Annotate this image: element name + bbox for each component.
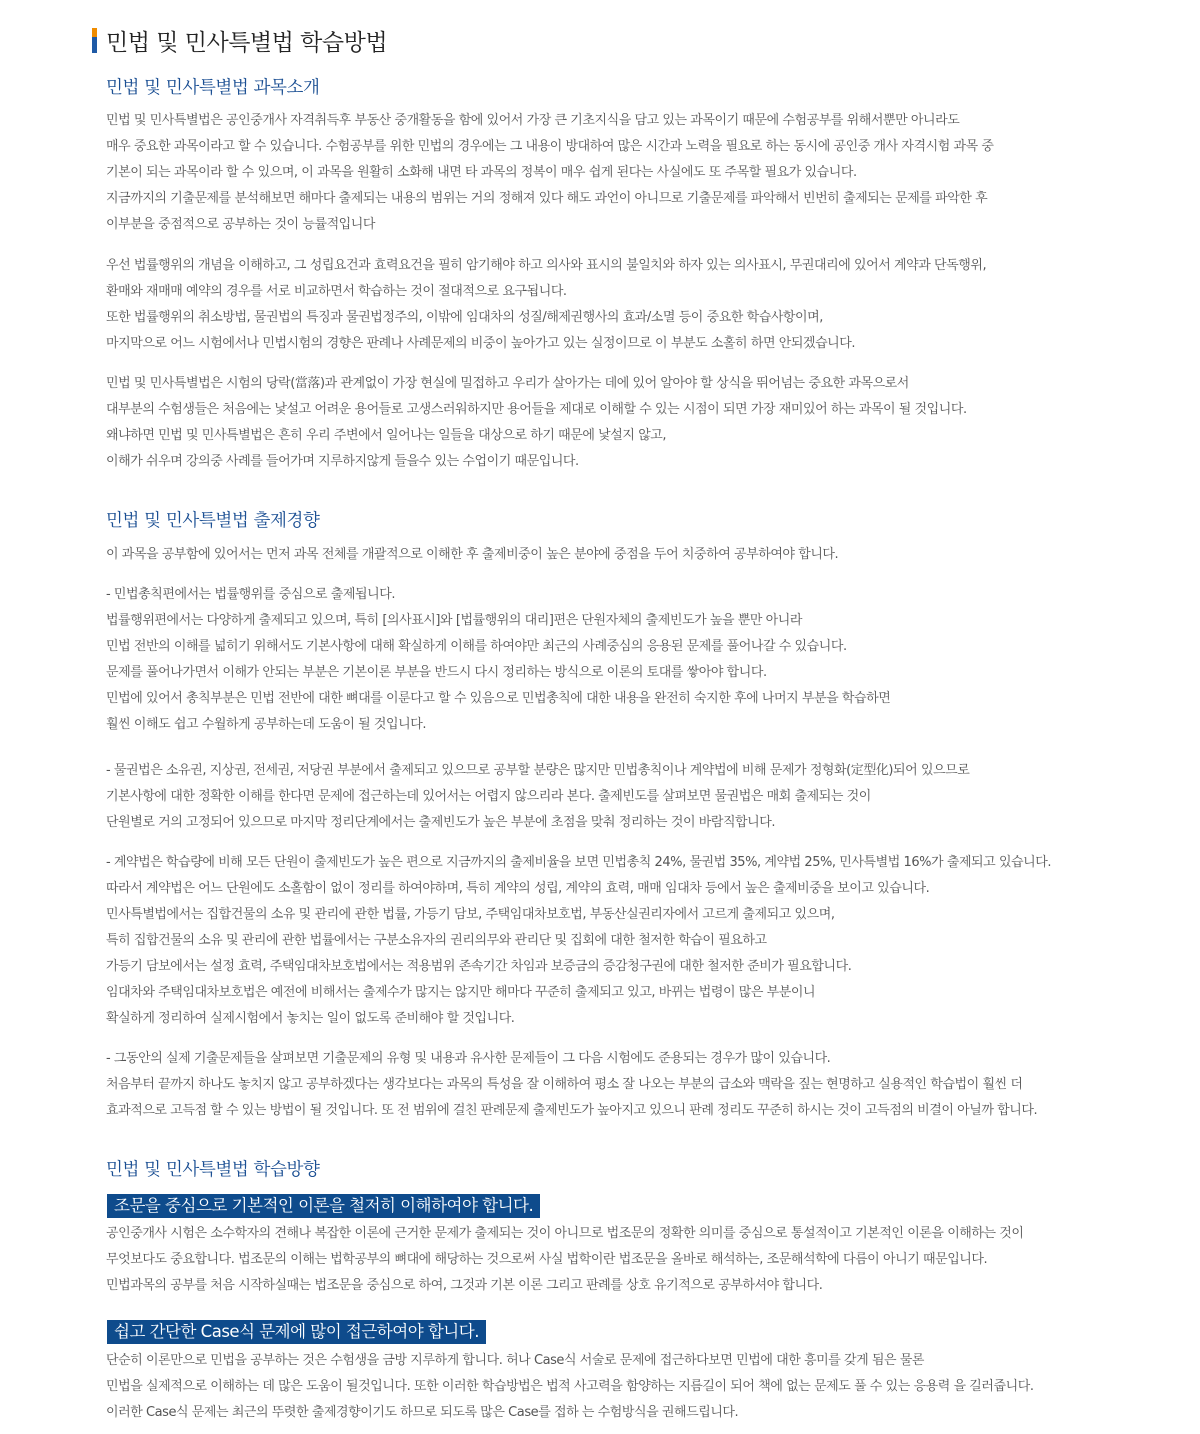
page-title-row xyxy=(92,25,387,55)
paragraph-line: 또한 법률행위의 취소방법, 물권법의 특징과 물권법정주의, 이밖에 임대차의 성질/해제권행사의 효과/소멸 등이 중요한 학습사항이며, xyxy=(106,310,823,325)
paragraph-line: 효과적으로 고득점 할 수 있는 방법이 될 것입니다. 또 전 범위에 걸친 판례문제 출제빈도가 높아지고 있으니 판례 정리도 꾸준히 하시는 것이 고득점의 비결이 아닐까 합니다. xyxy=(106,1103,1038,1118)
trend-paragraph-3 xyxy=(106,758,969,836)
paragraph-line: 이 과목을 공부함에 있어서는 먼저 과목 전체를 개괄적으로 이해한 후 출제비중이 높은 분야에 중점을 두어 치중하여 공부하여야 합니다. xyxy=(106,547,839,562)
paragraph-line: 기본이 되는 과목이라 할 수 있으며, 이 과목을 원활히 소화해 내면 타 과목의 정복이 매우 쉽게 된다는 사실에도 또 주목할 필요가 있습니다. xyxy=(106,165,857,180)
trend-heading: 민법 및 민사특별법 출제경향 xyxy=(106,511,320,531)
paragraph-line: 지금까지의 기출문제를 분석해보면 해마다 출제되는 내용의 범위는 거의 정해져 있다 해도 과언이 아니므로 기출문제를 파악해서 빈번히 출제되는 문제를 파악한 후 xyxy=(106,191,988,206)
trend-paragraph-5 xyxy=(106,1046,1037,1124)
intro-paragraph-3 xyxy=(106,371,967,475)
paragraph-line: 기본사항에 대한 정확한 이해를 한다면 문제에 접근하는데 있어서는 어렵지 않으리라 본다. 출제빈도를 살펴보면 물권법은 매회 출제되는 것이 xyxy=(106,789,871,804)
paragraph-line: 환매와 재매매 예약의 경우를 서로 비교하면서 학습하는 것이 절대적으로 요구됩니다. xyxy=(106,284,567,299)
trend-paragraph-2 xyxy=(106,582,890,738)
paragraph-line: 단순히 이론만으로 민법을 공부하는 것은 수험생을 금방 지루하게 합니다. 허나 Case식 서술로 문제에 접근하다보면 민법에 대한 흥미를 갖게 됨은 물론 xyxy=(106,1353,925,1368)
paragraph-line: 법률행위편에서는 다양하게 출제되고 있으며, 특히 [의사표시]와 [법률행위의 대리]편은 단원자체의 출제빈도가 높을 뿐만 아니라 xyxy=(106,613,802,628)
paragraph-line: - 그동안의 실제 기출문제들을 살펴보면 기출문제의 유형 및 내용과 유사한 문제들이 그 다음 시험에도 준용되는 경우가 많이 있습니다. xyxy=(106,1051,831,1066)
paragraph-line: - 계약법은 학습량에 비해 모든 단원이 출제빈도가 높은 편으로 지금까지의 출제비율을 보면 민법총칙 24%, 물권법 35%, 계약법 25%, 민사특별법 16%가 출제되고 있습니다. xyxy=(106,855,1052,870)
paragraph-line: 대부분의 수험생들은 처음에는 낯설고 어려운 용어들로 고생스러워하지만 용어들을 제대로 이해할 수 있는 시점이 되면 가장 재미있어 하는 과목이 될 것입니다. xyxy=(106,402,967,417)
paragraph-line: 민법과목의 공부를 처음 시작하실때는 법조문을 중심으로 하여, 그것과 기본 이론 그리고 판례를 상호 유기적으로 공부하셔야 합니다. xyxy=(106,1278,823,1293)
paragraph-line: 민법 전반의 이해를 넓히기 위해서도 기본사항에 대해 확실하게 이해를 하여야만 최근의 사례중심의 응용된 문제를 풀어나갈 수 있습니다. xyxy=(106,639,847,654)
paragraph-line: 문제를 풀어나가면서 이해가 안되는 부분은 기본이론 부분을 반드시 다시 정리하는 방식으로 이론의 토대를 쌓아야 합니다. xyxy=(106,665,767,680)
intro-paragraph-2 xyxy=(106,253,986,357)
paragraph-line: 민법 및 민사특별법은 시험의 당락(當落)과 관계없이 가장 현실에 밀접하고 우리가 살아가는 데에 있어 알아야 할 상식을 뛰어넘는 중요한 과목으로서 xyxy=(106,376,909,391)
paragraph-line: 민법 및 민사특별법은 공인중개사 자격취득후 부동산 중개활동을 함에 있어서 가장 큰 기초지식을 담고 있는 과목이기 때문에 수험공부를 위해서뿐만 아니라도 xyxy=(106,113,960,128)
direction-heading: 민법 및 민사특별법 학습방향 xyxy=(106,1160,320,1180)
paragraph-line: 이러한 Case식 문제는 최근의 뚜렷한 출제경향이기도 하므로 되도록 많은 Case를 접하 는 수험방식을 권해드립니다. xyxy=(106,1405,739,1420)
direction-point-1-body xyxy=(106,1221,1024,1299)
paragraph-line: 특히 집합건물의 소유 및 관리에 관한 법률에서는 구분소유자의 권리의무와 관리단 및 집회에 대한 철저한 학습이 필요하고 xyxy=(106,933,767,948)
title-accent-bar xyxy=(92,28,97,53)
page-title: 민법 및 민사특별법 학습방법 xyxy=(106,29,388,56)
paragraph-line: - 물권법은 소유권, 지상권, 전세권, 저당권 부분에서 출제되고 있으므로 공부할 분량은 많지만 민법총칙이나 계약법에 비해 문제가 정형화(定型化)되어 있으므로 xyxy=(106,763,970,778)
paragraph-line: 매우 중요한 과목이라고 할 수 있습니다. 수험공부를 위한 민법의 경우에는 그 내용이 방대하여 많은 시간과 노력을 필요로 하는 동시에 공인중 개사 자격시험 과목 중 xyxy=(106,139,994,154)
paragraph-line: 처음부터 끝까지 하나도 놓치지 않고 공부하겠다는 생각보다는 과목의 특성을 잘 이해하여 평소 잘 나오는 부분의 급소와 맥락을 짚는 현명하고 실용적인 학습법이 훨씬 더 xyxy=(106,1077,1023,1092)
paragraph-line: 따라서 계약법은 어느 단원에도 소홀함이 없이 정리를 하여야하며, 특히 계약의 성립, 계약의 효력, 매매 임대차 등에서 높은 출제비중을 보이고 있습니다. xyxy=(106,881,930,896)
paragraph-line: 훨씬 이해도 쉽고 수월하게 공부하는데 도움이 될 것입니다. xyxy=(106,717,427,732)
paragraph-line: 임대차와 주택임대차보호법은 예전에 비해서는 출제수가 많지는 않지만 해마다 꾸준히 출제되고 있고, 바뀌는 법령이 많은 부분이니 xyxy=(106,985,816,1000)
trend-paragraph-4 xyxy=(106,850,1051,1032)
paragraph-line: 민법을 실제적으로 이해하는 데 많은 도움이 될것입니다. 또한 이러한 학습방법은 법적 사고력을 함양하는 지름길이 되어 책에 없는 문제도 풀 수 있는 응용력 을 길러줍니다. xyxy=(106,1379,1034,1394)
paragraph-line: 마지막으로 어느 시험에서나 민법시험의 경향은 판례나 사례문제의 비중이 높아가고 있는 실정이므로 이 부분도 소홀히 하면 안되겠습니다. xyxy=(106,336,856,351)
paragraph-line: 확실하게 정리하여 실제시험에서 놓치는 일이 없도록 준비해야 할 것입니다. xyxy=(106,1011,515,1026)
paragraph-line: 이부분을 중점적으로 공부하는 것이 능률적입니다 xyxy=(106,217,375,232)
direction-point-2-title: 쉽고 간단한 Case식 문제에 많이 접근하여야 합니다. xyxy=(107,1320,486,1344)
paragraph-line: 단원별로 거의 고정되어 있으므로 마지막 정리단계에서는 출제빈도가 높은 부분에 초점을 맞춰 정리하는 것이 바람직합니다. xyxy=(106,815,776,830)
paragraph-line: 공인중개사 시험은 소수학자의 견해나 복잡한 이론에 근거한 문제가 출제되는 것이 아니므로 법조문의 정확한 의미를 중심으로 통설적이고 기본적인 이론을 이해하는 것이 xyxy=(106,1226,1024,1241)
paragraph-line: 무엇보다도 중요합니다. 법조문의 이해는 법학공부의 뼈대에 해당하는 것으로써 사실 법학이란 법조문을 올바로 해석하는, 조문해석학에 다름이 아니기 때문입니다. xyxy=(106,1252,988,1267)
paragraph-line: - 민법총칙편에서는 법률행위를 중심으로 출제됩니다. xyxy=(106,587,396,602)
direction-point-1-title: 조문을 중심으로 기본적인 이론을 철저히 이해하여야 합니다. xyxy=(107,1194,540,1218)
paragraph-line: 우선 법률행위의 개념을 이해하고, 그 성립요건과 효력요건을 필히 암기해야 하고 의사와 표시의 불일치와 하자 있는 의사표시, 무권대리에 있어서 계약과 단독행위, xyxy=(106,258,987,273)
trend-paragraph-1 xyxy=(106,542,838,568)
direction-point-2-body xyxy=(106,1348,1034,1426)
paragraph-line: 민법에 있어서 총칙부분은 민법 전반에 대한 뼈대를 이룬다고 할 수 있음으로 민법총칙에 대한 내용을 완전히 숙지한 후에 나머지 부분을 학습하면 xyxy=(106,691,891,706)
paragraph-line: 민사특별법에서는 집합건물의 소유 및 관리에 관한 법률, 가등기 담보, 주택임대차보호법, 부동산실권리자에서 고르게 출제되고 있으며, xyxy=(106,907,835,922)
paragraph-line: 왜냐하면 민법 및 민사특별법은 흔히 우리 주변에서 일어나는 일들을 대상으로 하기 때문에 낯설지 않고, xyxy=(106,428,667,443)
intro-paragraph-1 xyxy=(106,108,994,238)
paragraph-line: 이해가 쉬우며 강의중 사례를 들어가며 지루하지않게 들을수 있는 수업이기 때문입니다. xyxy=(106,454,579,469)
intro-heading: 민법 및 민사특별법 과목소개 xyxy=(106,78,320,98)
paragraph-line: 가등기 담보에서는 설정 효력, 주택임대차보호법에서는 적용범위 존속기간 차임과 보증금의 증감청구권에 대한 철저한 준비가 필요합니다. xyxy=(106,959,852,974)
